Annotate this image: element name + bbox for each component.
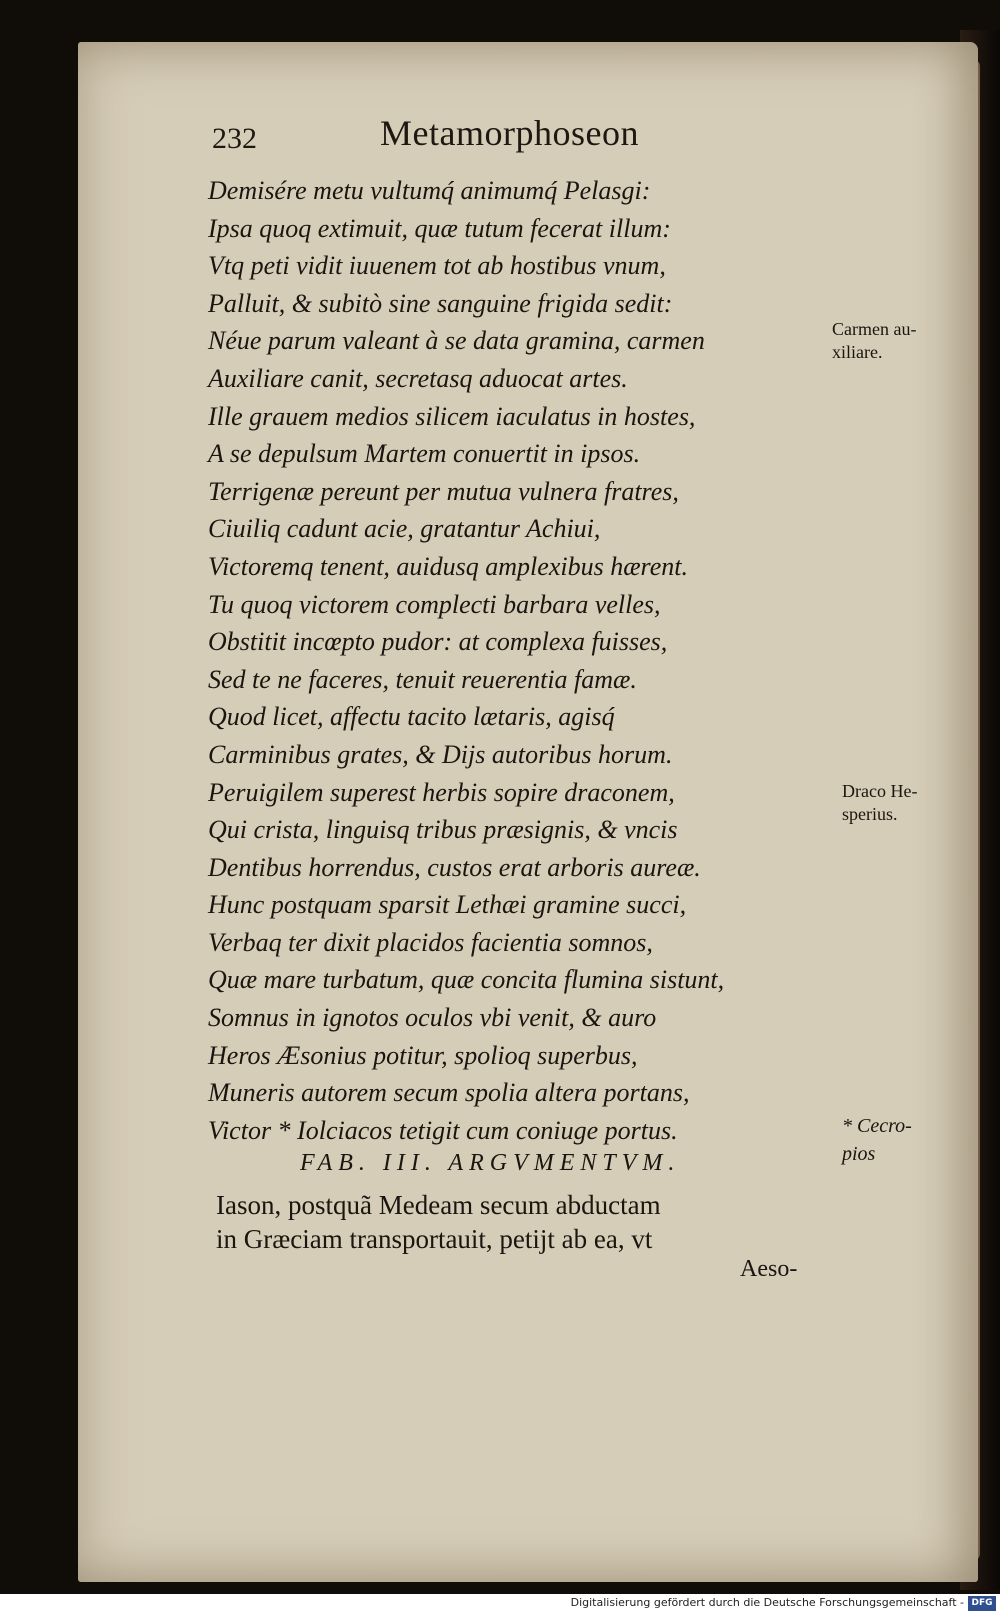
verse-line: Somnus in ignotos oculos vbi venit, & auro <box>208 1003 657 1033</box>
running-title: Metamorphoseon <box>380 113 639 153</box>
page-number: 232 <box>212 122 257 155</box>
verse-line: Peruigilem superest herbis sopire draconem, <box>208 777 675 807</box>
verse-line: Ille grauem medios silicem iaculatus in hostes, <box>208 401 696 431</box>
verse-line: Victor * Iolciacos tetigit cum coniuge portus. <box>208 1115 678 1145</box>
verse-line: Quæ mare turbatum, quæ concita flumina sistunt, <box>208 965 725 995</box>
argument-text <box>216 1188 826 1256</box>
verse-line: Terrigenæ pereunt per mutua vulnera fratres, <box>208 476 679 506</box>
verse-line: Hunc postquam sparsit Lethæi gramine succi, <box>208 890 687 920</box>
verse-line: Auxiliare canit, secretasq aduocat artes. <box>208 363 628 393</box>
dfg-logo: DFG <box>968 1596 996 1611</box>
verse-line: Carminibus grates, & Dijs autoribus horum. <box>208 739 673 769</box>
marginal-note-draco: Draco He- sperius. <box>842 781 918 824</box>
argument-line: in Græciam transportauit, petijt ab ea, vt <box>216 1224 653 1254</box>
marginal-note-cecropios: * Cecro- pios <box>842 1115 912 1165</box>
verse-line: Néue parum valeant à se data gramina, carmen <box>208 326 705 356</box>
verse-text <box>208 172 808 1149</box>
verse-line: Qui crista, linguisq tribus præsignis, & vncis <box>208 815 678 845</box>
verse-line: Sed te ne faceres, tenuit reuerentia famæ. <box>208 664 637 694</box>
fable-heading: FAB. III. ARGVMENTVM. <box>300 1150 681 1176</box>
digitization-footer <box>0 1594 1000 1615</box>
verse-line: Muneris autorem secum spolia altera portans, <box>208 1078 690 1108</box>
verse-line: Heros Æsonius potitur, spolioq superbus, <box>208 1040 638 1070</box>
verse-line: Verbaq ter dixit placidos facientia somnos, <box>208 927 653 957</box>
argument-line: Iason, postquã Medeam secum abductam <box>216 1190 661 1220</box>
verse-line: Ciuiliq cadunt acie, gratantur Achiui, <box>208 514 601 544</box>
verse-line: Tu quoq victorem complecti barbara velles, <box>208 589 661 619</box>
verse-line: A se depulsum Martem conuertit in ipsos. <box>208 439 641 469</box>
verse-line: Quod licet, affectu tacito lætaris, agisq́ <box>208 702 615 732</box>
marginal-note-carmen: Carmen au- xiliare. <box>832 319 917 362</box>
verse-line: Dentibus horrendus, custos erat arboris aureæ. <box>208 852 701 882</box>
verse-line: Vtq peti vidit iuuenem tot ab hostibus vnum, <box>208 251 666 281</box>
verse-line: Demisére metu vultumq́ animumq́ Pelasgi: <box>208 176 651 205</box>
page-header <box>212 112 772 160</box>
verse-line: Victoremq tenent, auidusq amplexibus hærent. <box>208 551 688 581</box>
verse-line: Obstitit incœpto pudor: at complexa fuisses, <box>208 627 668 657</box>
verse-line: Palluit, & subitò sine sanguine frigida sedit: <box>208 288 673 318</box>
verse-line: Ipsa quoq extimuit, quæ tutum fecerat illum: <box>208 213 671 243</box>
catchword: Aeso- <box>740 1256 798 1282</box>
digitization-credit: Digitalisierung gefördert durch die Deutsche Forschungsgemeinschaft - <box>570 1596 964 1609</box>
